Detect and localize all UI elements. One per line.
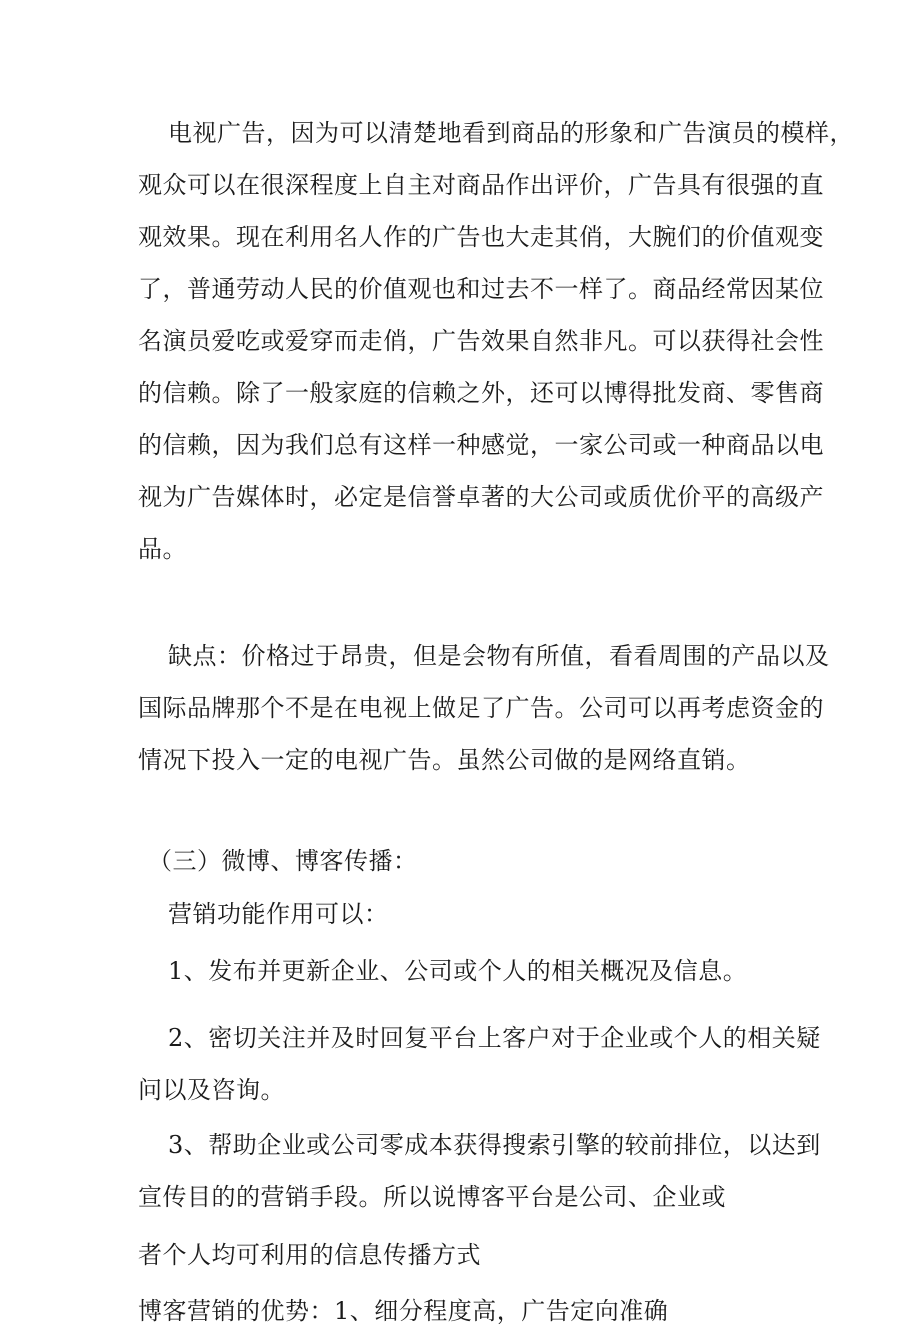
paragraph1-line-6: 的信赖。除了一般家庭的信赖之外，还可以博得批发商、零售商 <box>138 379 824 407</box>
list-item-2-line-2: 问以及咨询。 <box>138 1076 285 1104</box>
list-item-3-line-2: 宣传目的的营销手段。所以说博客平台是公司、企业或 <box>138 1183 726 1211</box>
paragraph1-line-8: 视为广告媒体时，必定是信誉卓著的大公司或质优价平的高级产 <box>138 483 824 511</box>
section-heading: （三）微博、博客传播： <box>148 847 418 875</box>
list-item-3-tail: 者个人均可利用的信息传播方式 <box>138 1241 481 1269</box>
paragraph1-line-4: 了，普通劳动人民的价值观也和过去不一样了。商品经常因某位 <box>138 275 824 303</box>
paragraph1-line-7: 的信赖，因为我们总有这样一种感觉，一家公司或一种商品以电 <box>138 431 824 459</box>
paragraph1-line-5: 名演员爱吃或爱穿而走俏，广告效果自然非凡。可以获得社会性 <box>138 327 824 355</box>
paragraph2-line-3: 情况下投入一定的电视广告。虽然公司做的是网络直销。 <box>138 746 751 774</box>
list-item-3-line-1: 3、帮助企业或公司零成本获得搜索引擎的较前排位，以达到 <box>168 1131 821 1159</box>
paragraph2-line-1: 缺点：价格过于昂贵，但是会物有所值，看看周围的产品以及 <box>168 642 830 670</box>
paragraph1-line-3: 观效果。现在利用名人作的广告也大走其俏，大腕们的价值观变 <box>138 223 824 251</box>
list-item-1: 1、发布并更新企业、公司或个人的相关概况及信息。 <box>168 957 748 985</box>
paragraph1-line-2: 观众可以在很深程度上自主对商品作出评价，广告具有很强的直 <box>138 171 824 199</box>
advantages-line: 博客营销的优势：1、细分程度高，广告定向准确 <box>138 1297 669 1325</box>
section-intro: 营销功能作用可以： <box>168 900 389 928</box>
paragraph2-line-2: 国际品牌那个不是在电视上做足了广告。公司可以再考虑资金的 <box>138 694 824 722</box>
list-item-2-line-1: 2、密切关注并及时回复平台上客户对于企业或个人的相关疑 <box>168 1024 821 1052</box>
paragraph1-line-9: 品。 <box>138 535 187 563</box>
paragraph1-line-1: 电视广告，因为可以清楚地看到商品的形象和广告演员的模样， <box>168 119 854 147</box>
